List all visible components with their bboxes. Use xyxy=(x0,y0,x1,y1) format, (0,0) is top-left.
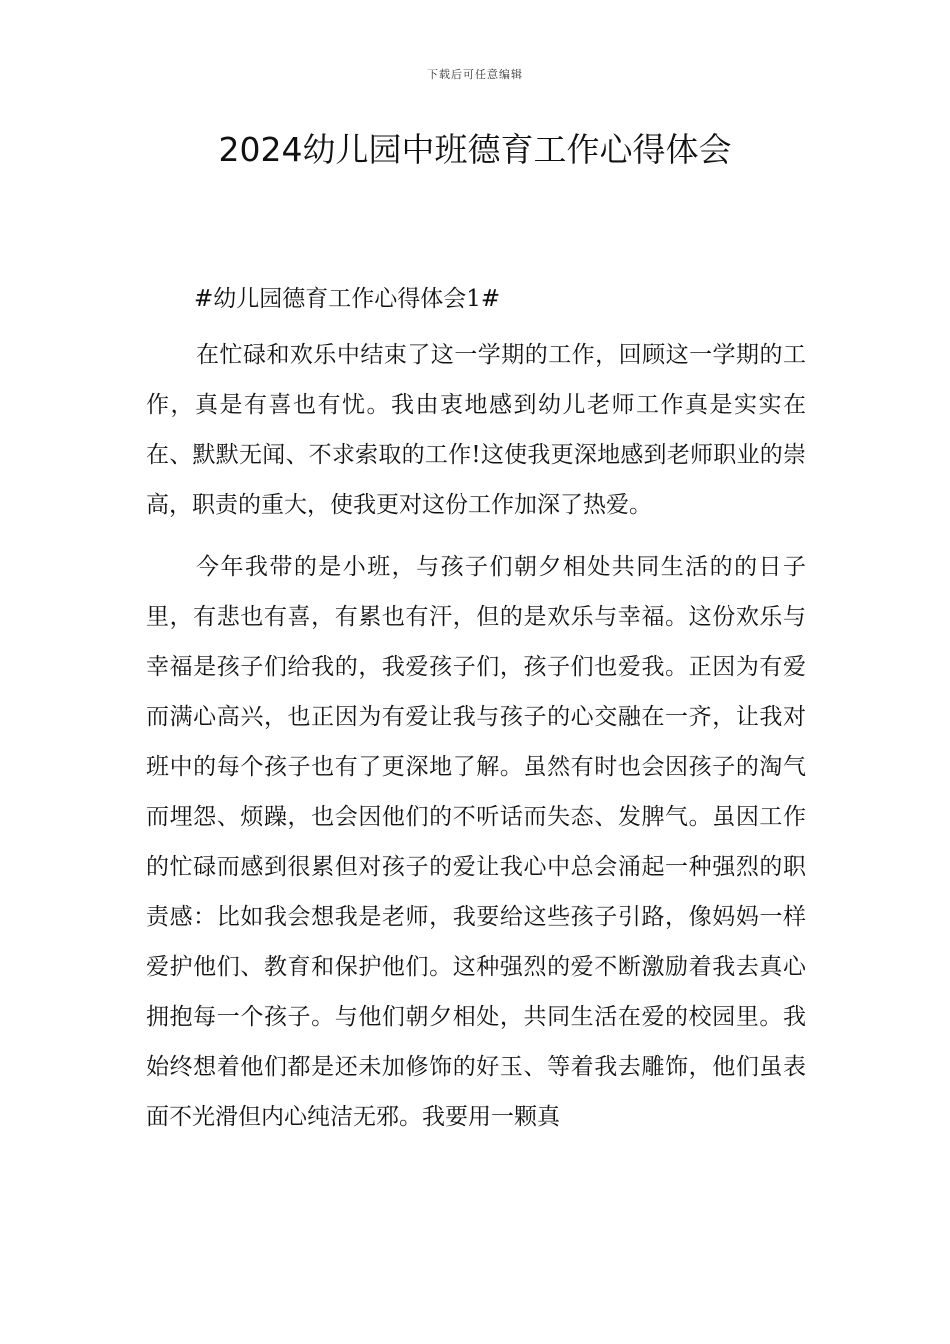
header-note: 下载后可任意编辑 xyxy=(427,68,523,81)
document-body xyxy=(146,280,806,1142)
section-heading: #幼儿园德育工作心得体会1# xyxy=(194,286,501,312)
paragraph-1: 在忙碌和欢乐中结束了这一学期的工作，回顾这一学期的工作，真是有喜也有忧。我由衷地感到幼儿老师工作真是实实在在、默默无闻、不求索取的工作!这使我更深地感到老师职业的崇高，职责的重大，使我更对这份工作加深了热爱。 xyxy=(146,342,806,518)
document-title: 2024幼儿园中班德育工作心得体会 xyxy=(218,130,732,169)
paragraph-2: 今年我带的是小班，与孩子们朝夕相处共同生活的的日子里，有悲也有喜，有累也有汗，但的是欢乐与幸福。这份欢乐与幸福是孩子们给我的，我爱孩子们，孩子们也爱我。正因为有爱而满心高兴，也正因为有爱让我与孩子的心交融在一齐，让我对班中的每个孩子也有了更深地了解。虽然有时也会因孩子的淘气而埋怨、烦躁，也会因他们的不听话而失态、发脾气。虽因工作的忙碌而感到很累但对孩子的爱让我心中总会涌起一种强烈的职责感：比如我会想我是老师，我要给这些孩子引路，像妈妈一样爱护他们、教育和保护他们。这种强烈的爱不断激励着我去真心拥抱每一个孩子。与他们朝夕相处，共同生活在爱的校园里。我始终想着他们都是还未加修饰的好玉、等着我去雕饰，他们虽表面不光滑但内心纯洁无邪。我要用一颗真 xyxy=(146,554,806,1130)
